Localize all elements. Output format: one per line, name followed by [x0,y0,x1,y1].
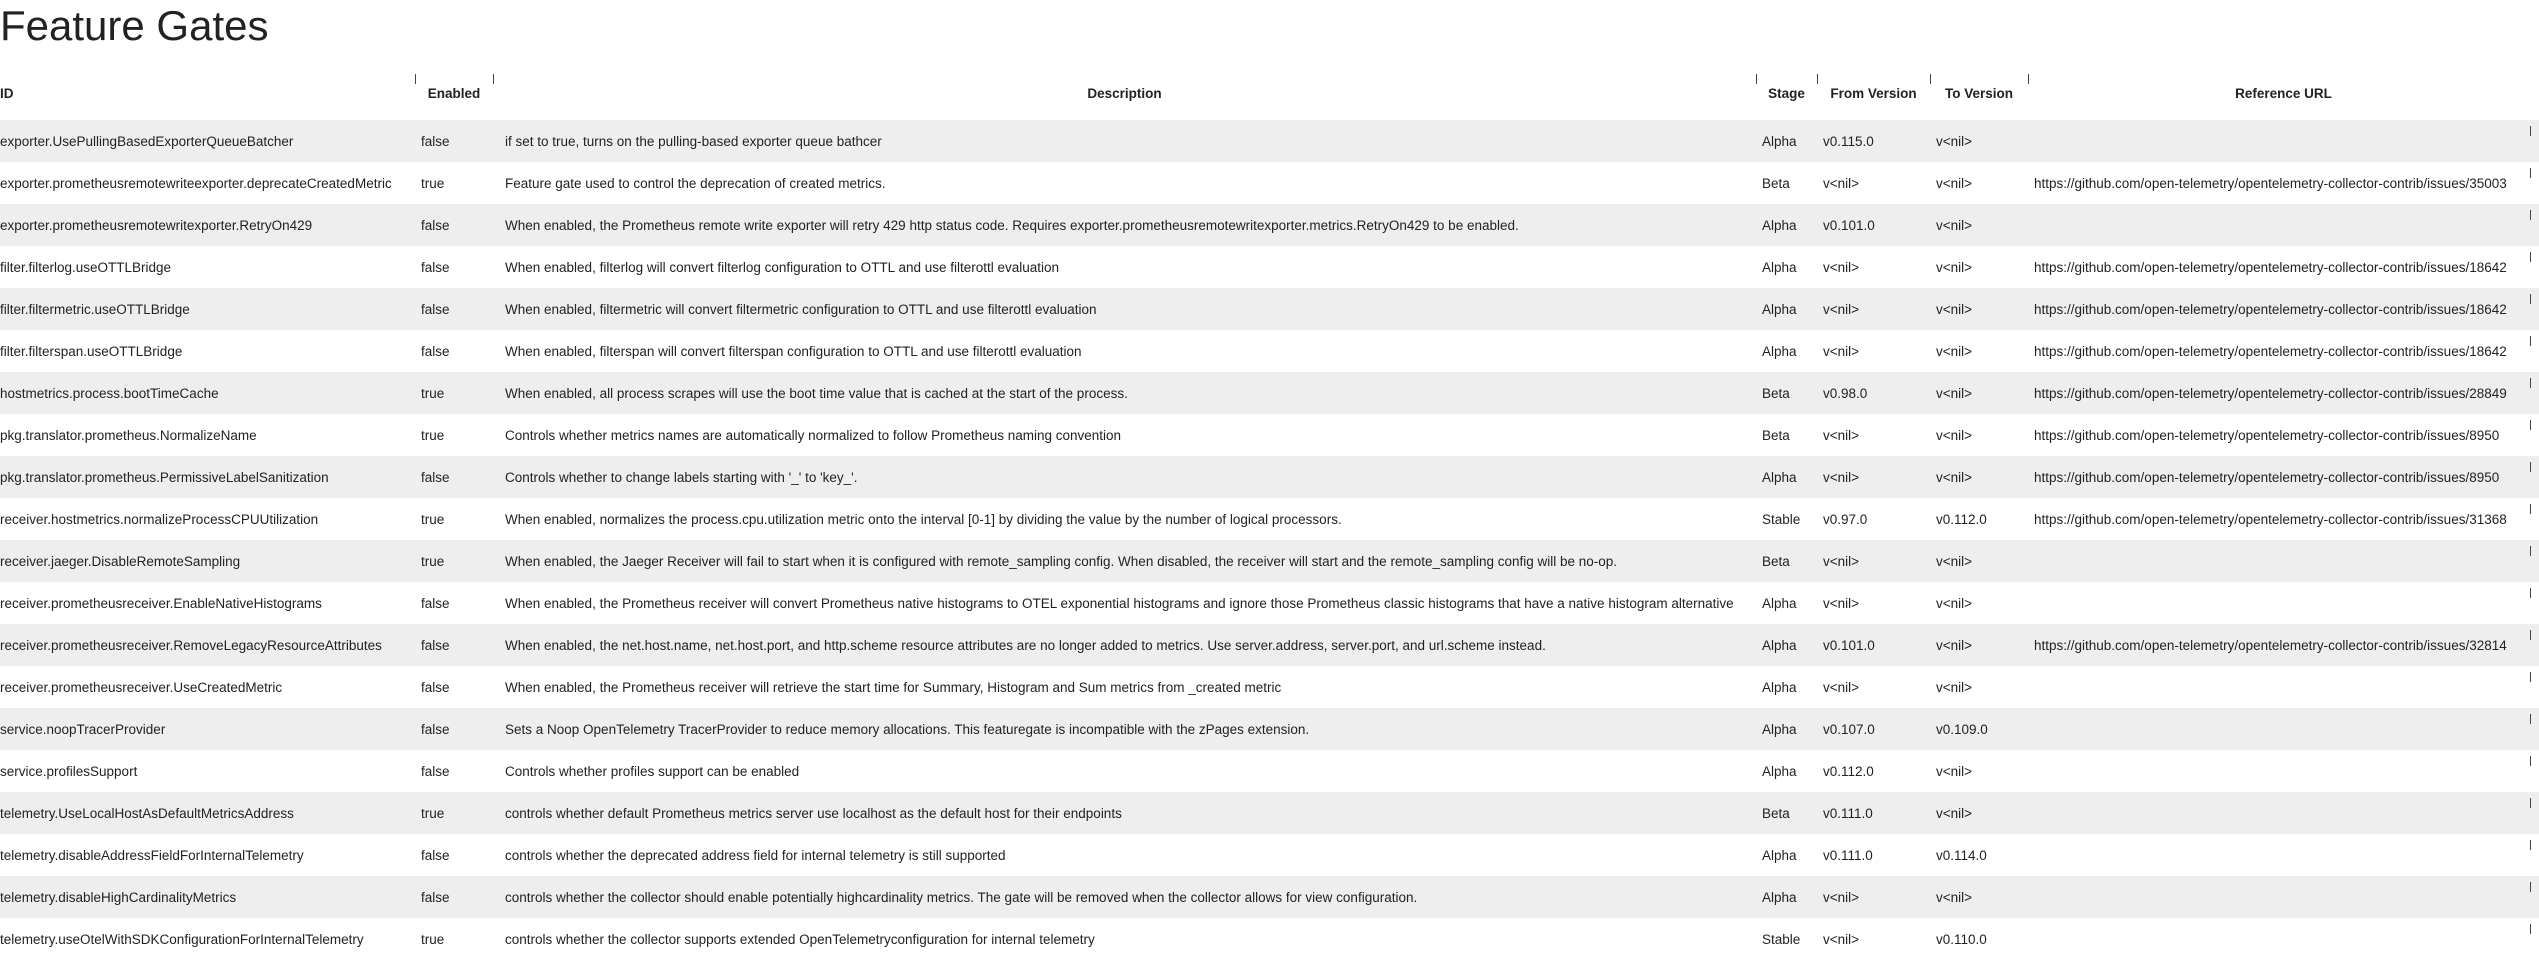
cell-enabled: false [415,204,493,246]
cell-description: if set to true, turns on the pulling-based exporter queue bathcer [493,120,1756,162]
cell-description: When enabled, the Prometheus receiver will retrieve the start time for Summary, Histogram and Sum metrics from _created metric [493,666,1756,708]
table-header-row [0,68,2539,120]
cell-description: When enabled, the Prometheus remote write exporter will retry 429 http status code. Requires exporter.prometheusremotewritexporter.metrics.RetryOn429 to be enabled. [493,204,1756,246]
cell-to-version: v<nil> [1930,120,2028,162]
cell-enabled: false [415,120,493,162]
cell-enabled: true [415,372,493,414]
cell-reference-url: https://github.com/open-telemetry/opentelemetry-collector-contrib/issues/18642 [2028,330,2539,372]
cell-id: exporter.prometheusremotewritexporter.RetryOn429 [0,204,415,246]
cell-enabled: false [415,330,493,372]
feature-gates-table [0,68,2539,960]
cell-description: When enabled, the Prometheus receiver will convert Prometheus native histograms to OTEL exponential histograms and ignore those Prometheus classic histograms that have a native histogram alternative [493,582,1756,624]
cell-reference-url [2028,918,2539,960]
cell-from-version: v<nil> [1817,330,1930,372]
cell-stage: Alpha [1756,330,1817,372]
cell-to-version: v<nil> [1930,540,2028,582]
cell-from-version: v<nil> [1817,162,1930,204]
cell-to-version: v<nil> [1930,750,2028,792]
cell-to-version: v<nil> [1930,246,2028,288]
cell-id: service.profilesSupport [0,750,415,792]
table-row [0,288,2539,330]
cell-reference-url: https://github.com/open-telemetry/opentelemetry-collector-contrib/issues/8950 [2028,456,2539,498]
cell-enabled: false [415,708,493,750]
cell-to-version: v<nil> [1930,204,2028,246]
cell-to-version: v<nil> [1930,414,2028,456]
cell-id: telemetry.UseLocalHostAsDefaultMetricsAddress [0,792,415,834]
cell-to-version: v<nil> [1930,456,2028,498]
cell-from-version: v0.107.0 [1817,708,1930,750]
cell-description: controls whether the collector should enable potentially highcardinality metrics. The gate will be removed when the collector allows for view configuration. [493,876,1756,918]
cell-reference-url: https://github.com/open-telemetry/opentelemetry-collector-contrib/issues/28849 [2028,372,2539,414]
table-row [0,708,2539,750]
table-row [0,414,2539,456]
cell-stage: Beta [1756,162,1817,204]
cell-to-version: v0.110.0 [1930,918,2028,960]
cell-from-version: v<nil> [1817,918,1930,960]
cell-from-version: v<nil> [1817,414,1930,456]
cell-enabled: false [415,582,493,624]
cell-description: Controls whether profiles support can be enabled [493,750,1756,792]
cell-reference-url: https://github.com/open-telemetry/opentelemetry-collector-contrib/issues/18642 [2028,246,2539,288]
cell-description: controls whether the deprecated address field for internal telemetry is still supported [493,834,1756,876]
cell-from-version: v<nil> [1817,456,1930,498]
cell-stage: Alpha [1756,876,1817,918]
cell-id: exporter.prometheusremotewriteexporter.deprecateCreatedMetric [0,162,415,204]
cell-description: When enabled, the Jaeger Receiver will fail to start when it is configured with remote_sampling config. When disabled, the receiver will start and the remote_sampling config will be no-op. [493,540,1756,582]
cell-to-version: v<nil> [1930,582,2028,624]
table-row [0,162,2539,204]
cell-from-version: v<nil> [1817,582,1930,624]
cell-to-version: v<nil> [1930,330,2028,372]
cell-from-version: v<nil> [1817,246,1930,288]
cell-to-version: v<nil> [1930,666,2028,708]
cell-stage: Alpha [1756,624,1817,666]
cell-stage: Alpha [1756,666,1817,708]
cell-description: Sets a Noop OpenTelemetry TracerProvider to reduce memory allocations. This featuregate is incompatible with the zPages extension. [493,708,1756,750]
cell-stage: Beta [1756,792,1817,834]
cell-reference-url: https://github.com/open-telemetry/opentelemetry-collector-contrib/issues/18642 [2028,288,2539,330]
table-row [0,540,2539,582]
cell-stage: Alpha [1756,120,1817,162]
cell-from-version: v<nil> [1817,876,1930,918]
cell-to-version: v<nil> [1930,372,2028,414]
cell-enabled: true [415,540,493,582]
cell-stage: Alpha [1756,288,1817,330]
cell-reference-url: https://github.com/open-telemetry/opentelemetry-collector-contrib/issues/31368 [2028,498,2539,540]
table-row [0,750,2539,792]
table-row [0,120,2539,162]
cell-enabled: true [415,162,493,204]
cell-reference-url [2028,834,2539,876]
cell-from-version: v0.112.0 [1817,750,1930,792]
cell-from-version: v<nil> [1817,288,1930,330]
cell-description: When enabled, normalizes the process.cpu.utilization metric onto the interval [0-1] by dividing the value by the number of logical processors. [493,498,1756,540]
cell-id: telemetry.disableAddressFieldForInternalTelemetry [0,834,415,876]
cell-id: exporter.UsePullingBasedExporterQueueBatcher [0,120,415,162]
cell-description: When enabled, all process scrapes will use the boot time value that is cached at the start of the process. [493,372,1756,414]
cell-enabled: true [415,792,493,834]
cell-description: Feature gate used to control the deprecation of created metrics. [493,162,1756,204]
cell-reference-url [2028,204,2539,246]
cell-reference-url [2028,792,2539,834]
cell-reference-url [2028,540,2539,582]
cell-stage: Beta [1756,540,1817,582]
cell-stage: Alpha [1756,708,1817,750]
cell-enabled: false [415,288,493,330]
cell-stage: Alpha [1756,750,1817,792]
cell-from-version: v<nil> [1817,540,1930,582]
cell-to-version: v<nil> [1930,876,2028,918]
cell-id: filter.filterspan.useOTTLBridge [0,330,415,372]
table-row [0,582,2539,624]
cell-description: Controls whether to change labels starting with '_' to 'key_'. [493,456,1756,498]
cell-id: telemetry.useOtelWithSDKConfigurationForInternalTelemetry [0,918,415,960]
table-row [0,456,2539,498]
cell-from-version: v0.98.0 [1817,372,1930,414]
table-row [0,834,2539,876]
cell-enabled: false [415,246,493,288]
cell-to-version: v<nil> [1930,624,2028,666]
cell-id: receiver.hostmetrics.normalizeProcessCPUUtilization [0,498,415,540]
header-stage: Stage [1756,68,1817,120]
cell-reference-url [2028,666,2539,708]
cell-reference-url [2028,582,2539,624]
cell-from-version: v0.101.0 [1817,204,1930,246]
table-row [0,330,2539,372]
cell-id: telemetry.disableHighCardinalityMetrics [0,876,415,918]
cell-reference-url [2028,708,2539,750]
cell-enabled: false [415,666,493,708]
cell-stage: Alpha [1756,582,1817,624]
table-row [0,666,2539,708]
cell-reference-url: https://github.com/open-telemetry/opentelemetry-collector-contrib/issues/35003 [2028,162,2539,204]
table-row [0,498,2539,540]
cell-enabled: false [415,876,493,918]
cell-id: service.noopTracerProvider [0,708,415,750]
cell-from-version: v0.115.0 [1817,120,1930,162]
table-row [0,372,2539,414]
cell-description: When enabled, the net.host.name, net.host.port, and http.scheme resource attributes are no longer added to metrics. Use server.address, server.port, and url.scheme instead. [493,624,1756,666]
cell-description: controls whether the collector supports extended OpenTelemetryconfiguration for internal telemetry [493,918,1756,960]
cell-reference-url [2028,750,2539,792]
table-row [0,876,2539,918]
cell-id: filter.filterlog.useOTTLBridge [0,246,415,288]
cell-id: hostmetrics.process.bootTimeCache [0,372,415,414]
cell-stage: Alpha [1756,834,1817,876]
cell-id: receiver.jaeger.DisableRemoteSampling [0,540,415,582]
cell-stage: Alpha [1756,246,1817,288]
header-to-version: To Version [1930,68,2028,120]
cell-id: receiver.prometheusreceiver.RemoveLegacyResourceAttributes [0,624,415,666]
cell-reference-url [2028,120,2539,162]
table-row [0,918,2539,960]
header-description: Description [493,68,1756,120]
cell-reference-url: https://github.com/open-telemetry/opentelemetry-collector-contrib/issues/32814 [2028,624,2539,666]
cell-id: filter.filtermetric.useOTTLBridge [0,288,415,330]
cell-enabled: false [415,456,493,498]
cell-id: receiver.prometheusreceiver.EnableNativeHistograms [0,582,415,624]
cell-enabled: false [415,750,493,792]
cell-stage: Beta [1756,372,1817,414]
cell-description: When enabled, filtermetric will convert filtermetric configuration to OTTL and use filterottl evaluation [493,288,1756,330]
cell-from-version: v<nil> [1817,666,1930,708]
cell-from-version: v0.101.0 [1817,624,1930,666]
cell-from-version: v0.97.0 [1817,498,1930,540]
cell-id: receiver.prometheusreceiver.UseCreatedMetric [0,666,415,708]
table-row [0,792,2539,834]
header-id: ID [0,68,415,120]
cell-from-version: v0.111.0 [1817,792,1930,834]
cell-id: pkg.translator.prometheus.NormalizeName [0,414,415,456]
cell-reference-url: https://github.com/open-telemetry/opentelemetry-collector-contrib/issues/8950 [2028,414,2539,456]
cell-to-version: v0.112.0 [1930,498,2028,540]
cell-stage: Alpha [1756,456,1817,498]
cell-to-version: v0.114.0 [1930,834,2028,876]
table-row [0,246,2539,288]
cell-enabled: true [415,414,493,456]
cell-to-version: v<nil> [1930,288,2028,330]
cell-description: When enabled, filterspan will convert filterspan configuration to OTTL and use filterottl evaluation [493,330,1756,372]
cell-description: controls whether default Prometheus metrics server use localhost as the default host for their endpoints [493,792,1756,834]
cell-enabled: false [415,834,493,876]
table-row [0,624,2539,666]
header-enabled: Enabled [415,68,493,120]
cell-enabled: true [415,498,493,540]
cell-stage: Stable [1756,498,1817,540]
cell-to-version: v0.109.0 [1930,708,2028,750]
cell-reference-url [2028,876,2539,918]
table-row [0,204,2539,246]
cell-description: Controls whether metrics names are automatically normalized to follow Prometheus naming convention [493,414,1756,456]
page-title: Feature Gates [0,2,269,49]
cell-description: When enabled, filterlog will convert filterlog configuration to OTTL and use filterottl evaluation [493,246,1756,288]
cell-to-version: v<nil> [1930,162,2028,204]
header-from-version: From Version [1817,68,1930,120]
cell-enabled: true [415,918,493,960]
cell-stage: Stable [1756,918,1817,960]
cell-from-version: v0.111.0 [1817,834,1930,876]
cell-stage: Beta [1756,414,1817,456]
cell-to-version: v<nil> [1930,792,2028,834]
cell-enabled: false [415,624,493,666]
header-reference-url: Reference URL [2235,86,2332,101]
cell-stage: Alpha [1756,204,1817,246]
cell-id: pkg.translator.prometheus.PermissiveLabelSanitization [0,456,415,498]
